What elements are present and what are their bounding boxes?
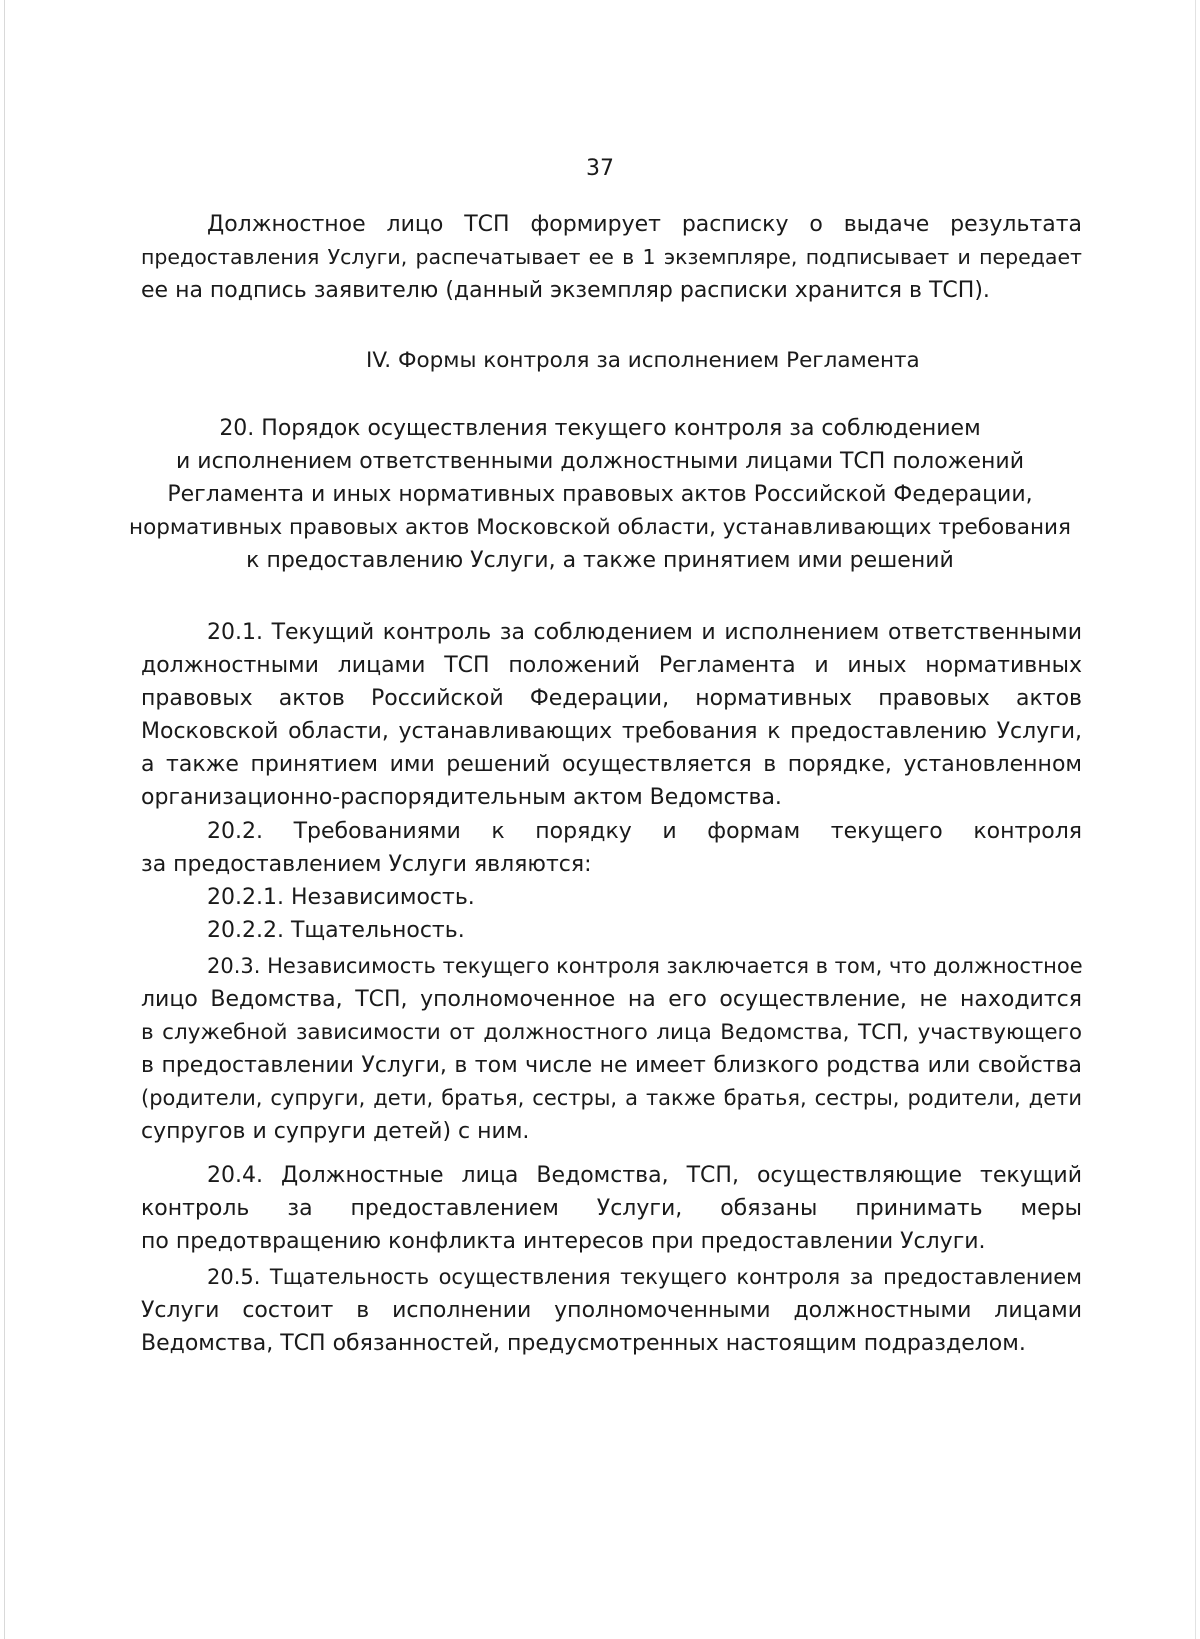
paragraph-20-4 xyxy=(141,1159,1082,1258)
text-line: ее на подпись заявителю (данный экземпляр расписки хранится в ТСП). xyxy=(141,278,990,303)
text-line: в служебной зависимости от должностного лица Ведомства, ТСП, участвующего xyxy=(141,1020,1082,1045)
paragraph-20-3 xyxy=(141,950,1082,1148)
paragraph-20-2 xyxy=(141,815,1082,947)
heading-line: к предоставлению Услуги, а также принятием ими решений xyxy=(246,548,954,573)
text-line: контроль за предоставлением Услуги, обязаны принимать меры xyxy=(141,1196,1082,1221)
text-line: 20.3. Независимость текущего контроля заключается в том, что должностное xyxy=(207,954,1083,978)
text-line: должностными лицами ТСП положений Регламента и иных нормативных xyxy=(141,653,1082,678)
page-number: 37 xyxy=(586,156,614,181)
section-title-block xyxy=(366,344,926,377)
text-line: правовых актов Российской Федерации, нормативных правовых актов xyxy=(141,686,1082,711)
intro-paragraph xyxy=(141,208,1082,307)
paragraph-20-1 xyxy=(141,616,1082,814)
text-line: предоставления Услуги, распечатывает ее в 1 экземпляре, подписывает и передает xyxy=(141,245,1082,269)
heading-line: 20. Порядок осуществления текущего контроля за соблюдением xyxy=(219,416,981,441)
text-line: организационно-распорядительным актом Ведомства. xyxy=(141,785,782,810)
text-line: (родители, супруги, дети, братья, сестры, а также братья, сестры, родители, дети xyxy=(141,1086,1082,1110)
heading-line: и исполнением ответственными должностными лицами ТСП положений xyxy=(175,449,1025,474)
text-line: 20.2. Требованиями к порядку и формам текущего контроля xyxy=(207,819,1082,844)
text-line: в предоставлении Услуги, в том числе не имеет близкого родства или свойства xyxy=(141,1053,1082,1078)
text-line: 20.2.1. Независимость. xyxy=(207,885,475,910)
scan-edge-right xyxy=(1195,0,1196,1639)
text-line: Московской области, устанавливающих требования к предоставлению Услуги, xyxy=(141,719,1082,744)
heading-line: Регламента и иных нормативных правовых актов Российской Федерации, xyxy=(167,482,1033,507)
text-line: 20.4. Должностные лица Ведомства, ТСП, осуществляющие текущий xyxy=(207,1163,1082,1188)
subsection-heading xyxy=(120,412,1080,577)
text-line: 20.1. Текущий контроль за соблюдением и исполнением ответственными xyxy=(207,620,1082,645)
text-line: за предоставлением Услуги являются: xyxy=(141,852,592,877)
paragraph-20-5 xyxy=(141,1261,1082,1360)
section-title: IV. Формы контроля за исполнением Регламента xyxy=(366,348,920,373)
heading-line: нормативных правовых актов Московской области, устанавливающих требования xyxy=(129,515,1071,540)
text-line: 20.2.2. Тщательность. xyxy=(207,918,465,943)
text-line: супругов и супруги детей) с ним. xyxy=(141,1119,530,1144)
text-line: Ведомства, ТСП обязанностей, предусмотренных настоящим подразделом. xyxy=(141,1331,1026,1356)
text-line: Услуги состоит в исполнении уполномоченными должностными лицами xyxy=(141,1298,1082,1323)
text-line: Должностное лицо ТСП формирует расписку о выдаче результата xyxy=(207,212,1082,237)
text-line: лицо Ведомства, ТСП, уполномоченное на его осуществление, не находится xyxy=(141,987,1082,1012)
text-line: а также принятием ими решений осуществляется в порядке, установленном xyxy=(141,752,1082,777)
text-line: 20.5. Тщательность осуществления текущего контроля за предоставлением xyxy=(207,1265,1082,1289)
text-line: по предотвращению конфликта интересов при предоставлении Услуги. xyxy=(141,1229,986,1254)
scan-edge-left xyxy=(4,0,5,1639)
